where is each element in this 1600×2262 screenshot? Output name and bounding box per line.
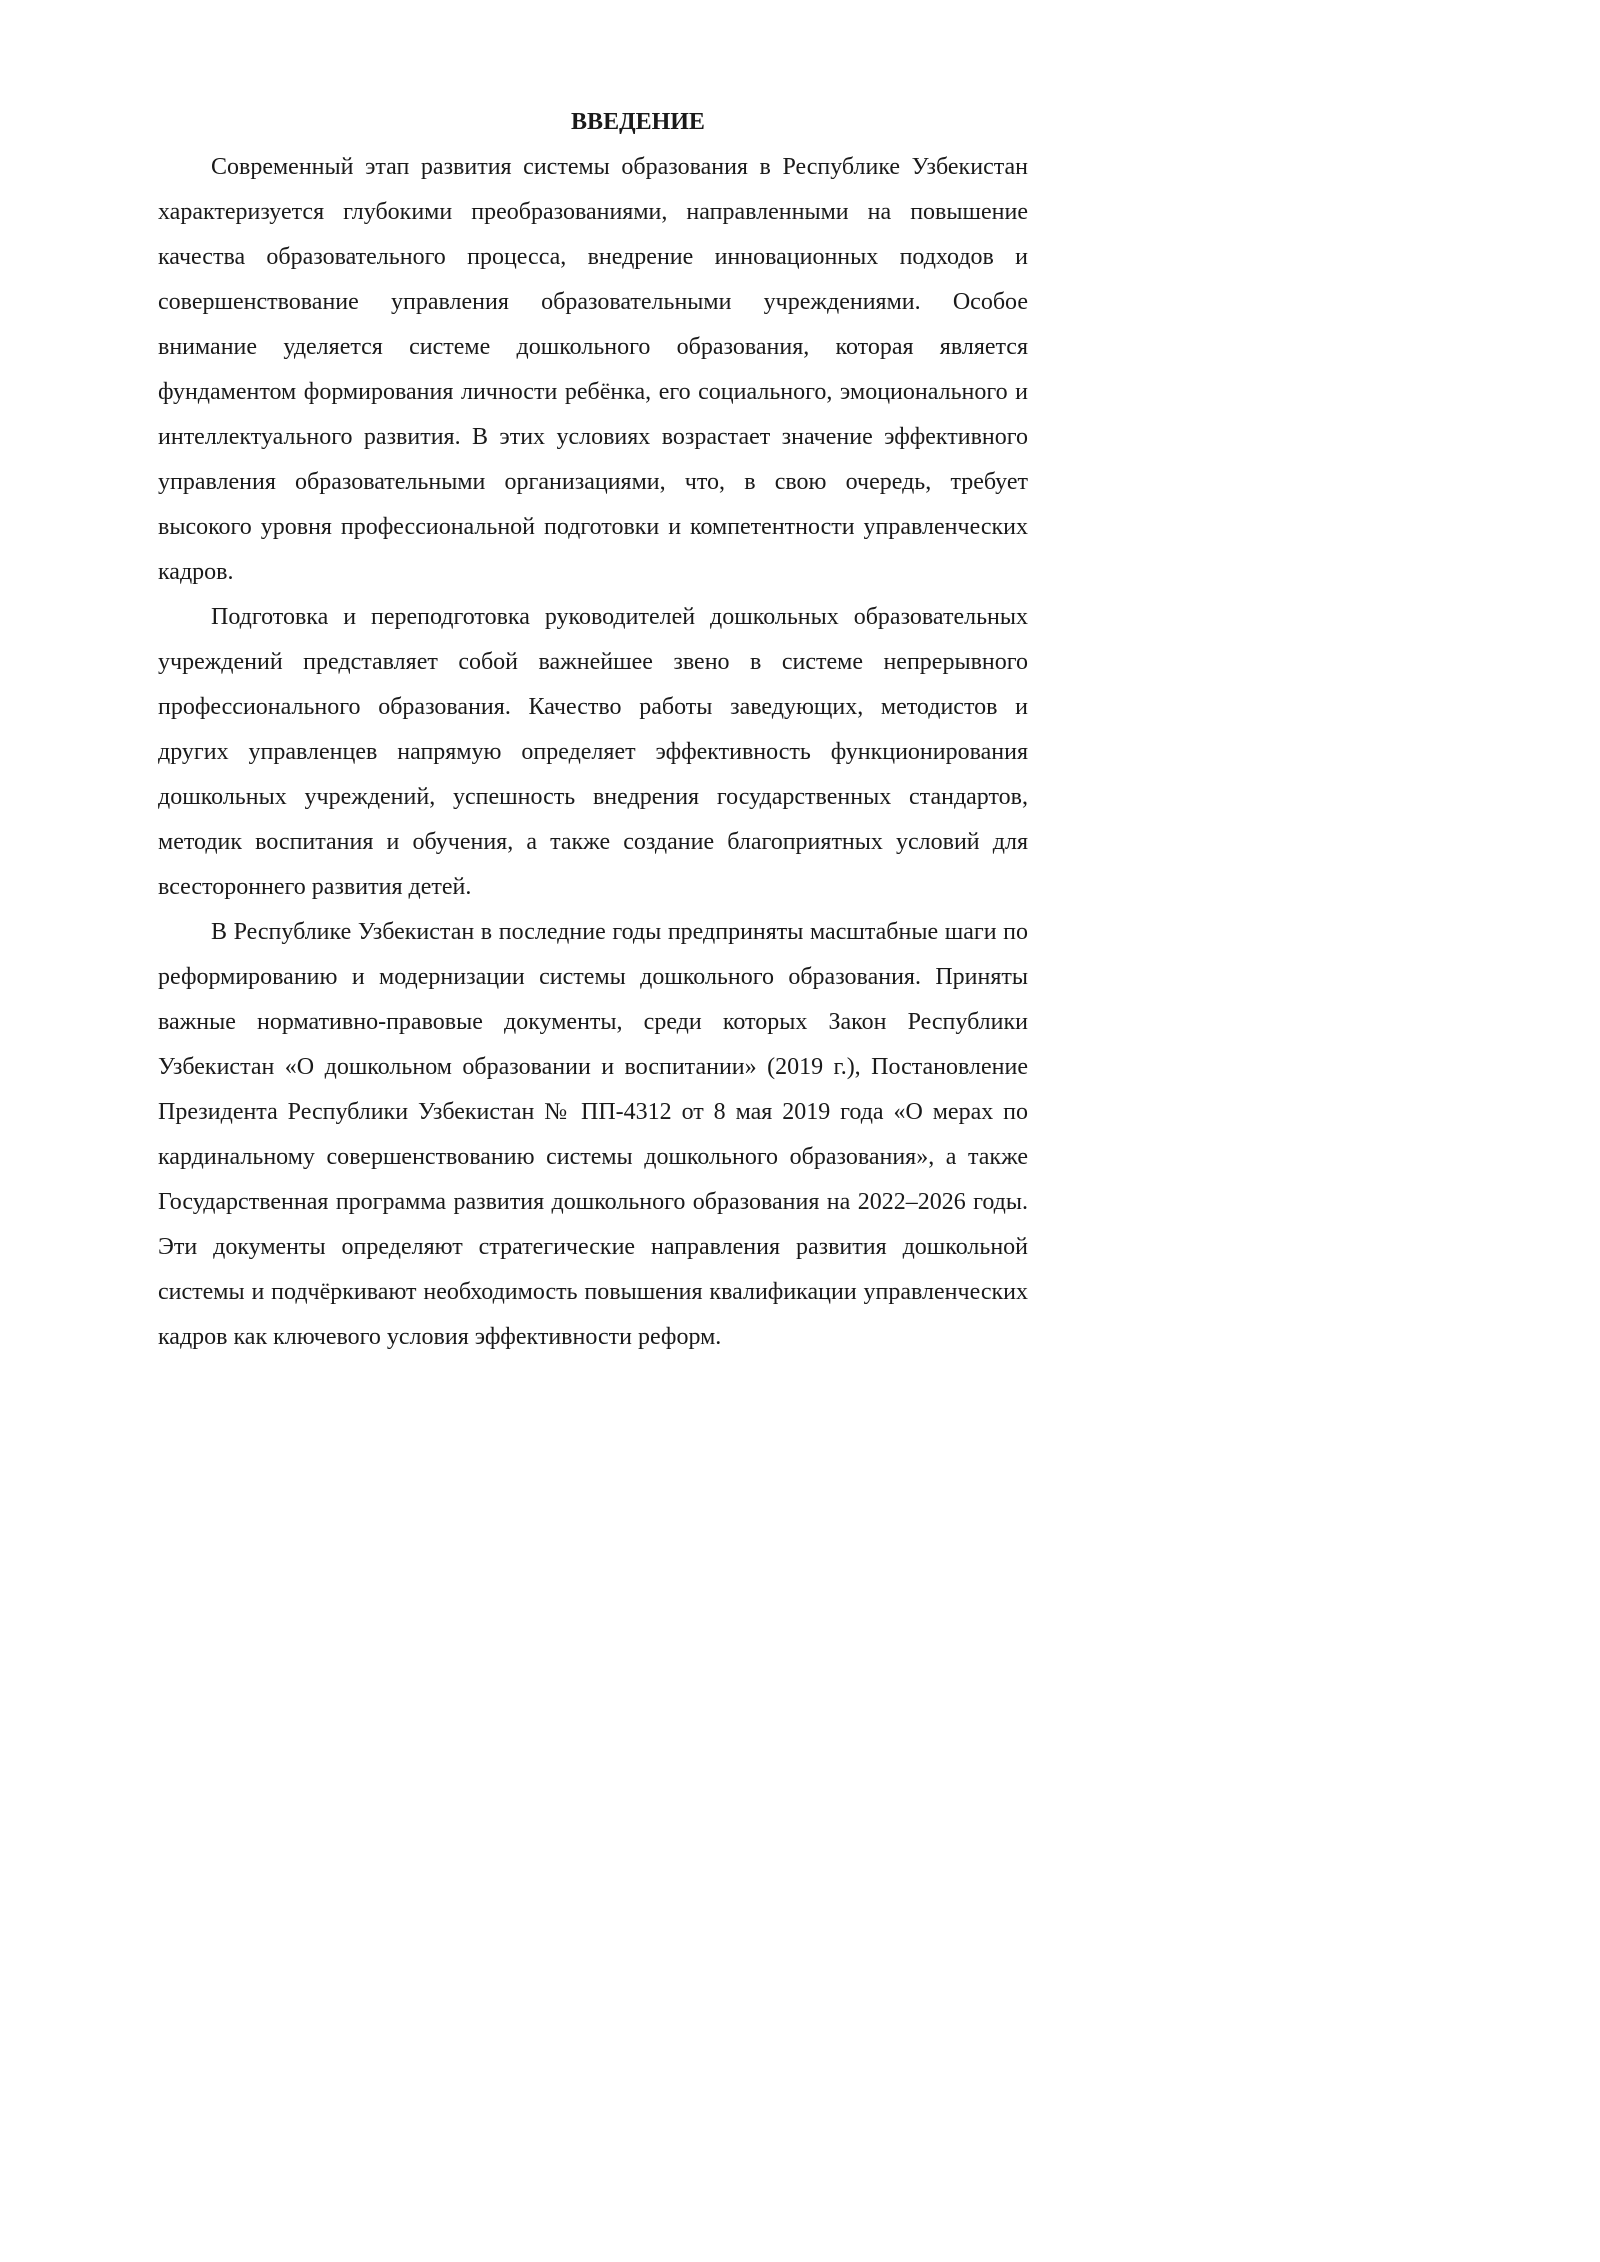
paragraph-3: В Республике Узбекистан в последние годы предприняты масштабные шаги по реформированию и модернизации системы дошкольного образования. Приняты важные нормативно-правовые документы, среди которых Закон Республики Узбекистан «О дошкольном образовании и воспитании» (2019 г.), Постановление Президента Республики Узбекистан № ПП-4312 от 8 мая 2019 года «О мерах по кардинальному совершенствованию системы дошкольного образования», а также Государственная программа развития дошкольного образования на 2022–2026 годы. Эти документы определяют стратегические направления развития дошкольной системы и подчёркивают необходимость повышения квалификации управленческих кадров как ключевого условия эффективности реформ. [158, 919, 1028, 1350]
paragraph-2: Подготовка и переподготовка руководителей дошкольных образовательных учреждений представляет собой важнейшее звено в системе непрерывного профессионального образования. Качество работы заведующих, методистов и других управленцев напрямую определяет эффективность функционирования дошкольных учреждений, успешность внедрения государственных стандартов, методик воспитания и обучения, а также создание благоприятных условий для всестороннего развития детей. [158, 604, 1028, 900]
paragraph-1: Современный этап развития системы образования в Республике Узбекистан характеризуется глубокими преобразованиями, направленными на повышение качества образовательного процесса, внедрение инновационных подходов и совершенствование управления образовательными учреждениями. Особое внимание уделяется системе дошкольного образования, которая является фундаментом формирования личности ребёнка, его социального, эмоционального и интеллектуального развития. В этих условиях возрастает значение эффективного управления образовательными организациями, что, в свою очередь, требует высокого уровня профессиональной подготовки и компетентности управленческих кадров. [158, 154, 1028, 585]
document-page [0, 0, 1100, 1555]
document-body [158, 100, 1028, 1360]
page-title: ВВЕДЕНИЕ [571, 109, 705, 135]
